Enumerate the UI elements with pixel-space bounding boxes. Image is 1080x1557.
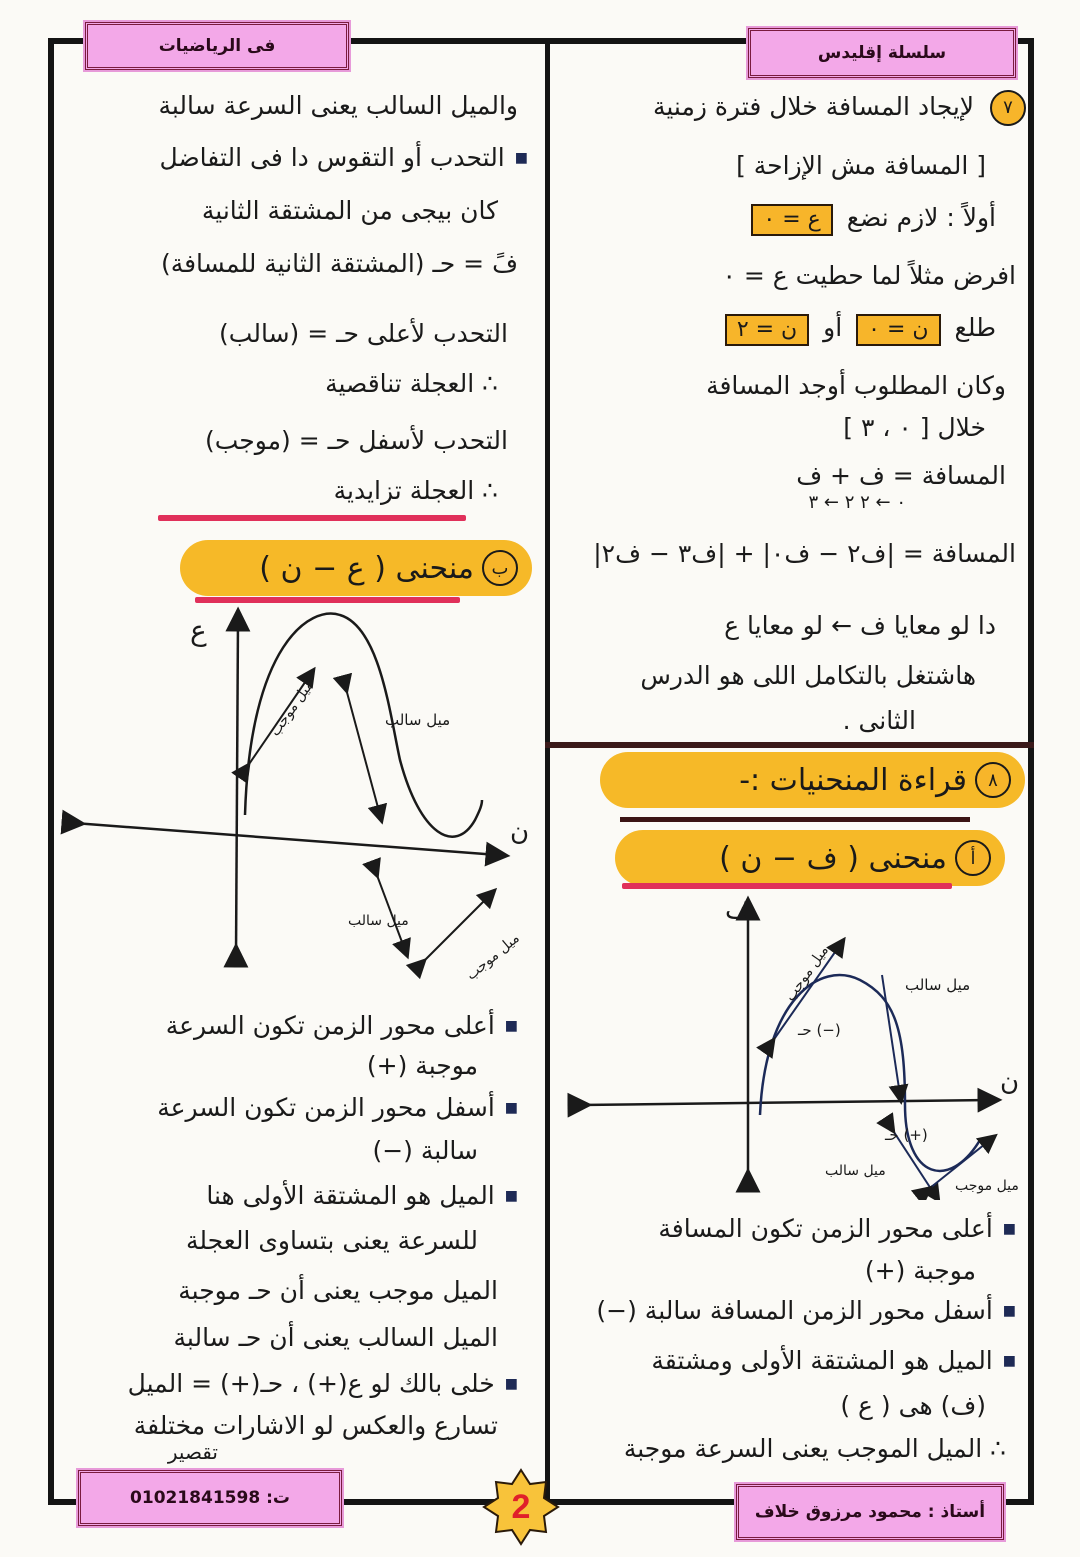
right-section-divider	[545, 742, 1034, 748]
or-label: أو	[823, 313, 843, 342]
curve-a-notes	[556, 1205, 1026, 1465]
item-number-badge: ٧	[990, 90, 1026, 126]
note-line-3: الثانى .	[842, 706, 916, 735]
curve-a-note-6: ∴ الميل الموجب يعنى السرعة موجبة	[623, 1434, 1006, 1463]
chart-b-x-label: ن	[510, 817, 530, 847]
chart-b-neg-slope-bottom: ميل سالب	[348, 913, 409, 929]
result-row	[719, 312, 996, 346]
left-top-section	[60, 80, 538, 510]
first-step-box: ع = ٠	[751, 204, 832, 236]
required-line-2: خلال [ ٠ ، ٣ ]	[843, 413, 986, 442]
left-line-1: والميل السالب يعنى السرعة سالبة	[158, 91, 518, 120]
curve-a-underline	[622, 883, 952, 889]
page-number: 2	[511, 1487, 531, 1526]
page-number-badge	[482, 1468, 560, 1546]
curve-a-title: منحنى ( ف − ن )	[719, 840, 947, 876]
header-series-tag: سلسلة إقليدس	[748, 28, 1016, 78]
chart-a-neg-slope-top: ميل سالب	[905, 976, 971, 994]
section-8-title: قراءة المنحنيات :-	[739, 762, 967, 798]
curve-b-note-3: ■ أسفل محور الزمن تكون السرعة	[157, 1092, 518, 1123]
left-line-5: التحدب لأعلى حـ = (سالب)	[219, 319, 508, 348]
chart-a-pos-slope-top: ميل موجب	[782, 942, 832, 1005]
chart-a-x-label: ن	[1000, 1067, 1020, 1097]
chart-b-y-label: ع	[190, 614, 207, 647]
chart-b-pos-slope-top: ميل موجب	[267, 677, 317, 740]
curve-a-note-2: موجبة (+)	[864, 1256, 976, 1285]
item-7-subtitle: [ المسافة مش الإزاحة ]	[736, 151, 986, 180]
chart-a-accel-pos: حـ (+)	[885, 1126, 928, 1144]
left-line-3: كان بيجى من المشتقة الثانية	[201, 196, 498, 225]
right-top-section	[556, 80, 1026, 740]
curve-b-top-line	[158, 515, 466, 521]
distance-equation-1: المسافة = ف + ف	[796, 461, 1006, 490]
item-7-title-row	[653, 90, 1026, 126]
section-8-banner	[600, 752, 1025, 808]
curve-b-note-11: تقصير	[167, 1440, 218, 1464]
curve-b-title: منحنى ( ع − ن )	[259, 550, 474, 586]
distance-equation-2: المسافة = |ف٢ − ف٠| + |ف٣ − ف٢|	[593, 539, 1016, 568]
section-number-badge: ٨	[975, 762, 1011, 798]
first-step-label: أولاً : لازم نضع	[846, 203, 996, 232]
curve-b-note-4: سالبة (−)	[372, 1136, 478, 1165]
first-step-row	[745, 202, 996, 236]
note-line-2: هاشتغل بالتكامل اللى هو الدرس	[640, 661, 976, 690]
curve-a-banner	[615, 830, 1005, 886]
note-line-1: دا لو معايا ف ← لو معايا ع	[724, 611, 996, 640]
chart-a-neg-slope-bottom: ميل سالب	[825, 1163, 886, 1179]
left-line-7: التحدب لأسفل حـ = (موجب)	[204, 426, 508, 455]
distance-equation-1-limits: ٠ ← ٢ ٢ ← ٣	[808, 492, 906, 513]
result-box-1: ن = ٠	[856, 314, 940, 346]
header-subject-tag: فى الرياضيات	[85, 22, 349, 70]
left-line-4: فً = حـ (المشتقة الثانية للمسافة)	[160, 249, 518, 278]
curve-b-note-2: موجبة (+)	[366, 1051, 478, 1080]
curve-b-note-10: تسارع والعكس لو الاشارات مختلفة	[133, 1411, 498, 1440]
left-line-8: ∴ العجلة تزايدية	[333, 476, 498, 505]
left-line-6: ∴ العجلة تناقصية	[325, 369, 498, 398]
curve-b-note-5: ■ الميل هو المشتقة الأولى هنا	[206, 1180, 518, 1211]
curve-b-note-8: الميل السالب يعنى أن حـ سالبة	[173, 1323, 498, 1352]
chart-a-y-label: ف	[725, 895, 752, 925]
section-8-underline	[620, 817, 970, 822]
left-line-2: ■ التحدب أو التقوس دا فى التفاضل	[160, 142, 528, 173]
required-line-1: وكان المطلوب أوجد المسافة	[706, 371, 1006, 400]
curve-a-badge: أ	[955, 840, 991, 876]
curve-a-note-3: ■ أسفل محور الزمن المسافة سالبة (−)	[596, 1295, 1016, 1326]
chart-b-neg-slope-top: ميل سالب	[385, 711, 451, 729]
distance-time-chart	[560, 890, 1020, 1200]
item-7-title: لإيجاد المسافة خلال فترة زمنية	[652, 92, 975, 121]
curve-b-note-9: ■ خلى بالك لو ع(+) ، حـ(+) = الميل	[128, 1368, 518, 1399]
result-label: طلع	[954, 313, 996, 342]
assume-line: افرض مثلاً لما حطيت ع = ٠	[722, 261, 1016, 290]
footer-phone-tag: ت: 01021841598	[78, 1470, 342, 1526]
curve-b-note-1: ■ أعلى محور الزمن تكون السرعة	[166, 1010, 518, 1041]
result-box-2: ن = ٢	[725, 314, 809, 346]
chart-b-pos-slope-bottom: ميل موجب	[463, 930, 523, 984]
curve-b-note-7: الميل موجب يعنى أن حـ موجبة	[178, 1276, 498, 1305]
curve-b-underline	[195, 597, 460, 603]
chart-a-pos-slope-bottom: ميل موجب	[955, 1178, 1019, 1194]
velocity-time-chart	[60, 605, 530, 985]
curve-a-note-4: ■ الميل هو المشتقة الأولى ومشتقة	[651, 1345, 1016, 1376]
curve-a-note-1: ■ أعلى محور الزمن تكون المسافة	[658, 1213, 1016, 1244]
curve-b-banner	[180, 540, 532, 596]
footer-teacher-tag: أستاذ : محمود مرزوق خلاف	[736, 1484, 1004, 1540]
chart-a-accel-neg: حـ (−)	[798, 1021, 841, 1039]
curve-a-note-5: (ف) هى ( ع )	[840, 1391, 986, 1420]
column-divider	[545, 38, 550, 1505]
curve-b-badge: ب	[482, 550, 518, 586]
curve-b-note-6: للسرعة يعنى بتساوى العجلة	[185, 1226, 478, 1255]
curve-b-notes	[60, 1000, 538, 1465]
